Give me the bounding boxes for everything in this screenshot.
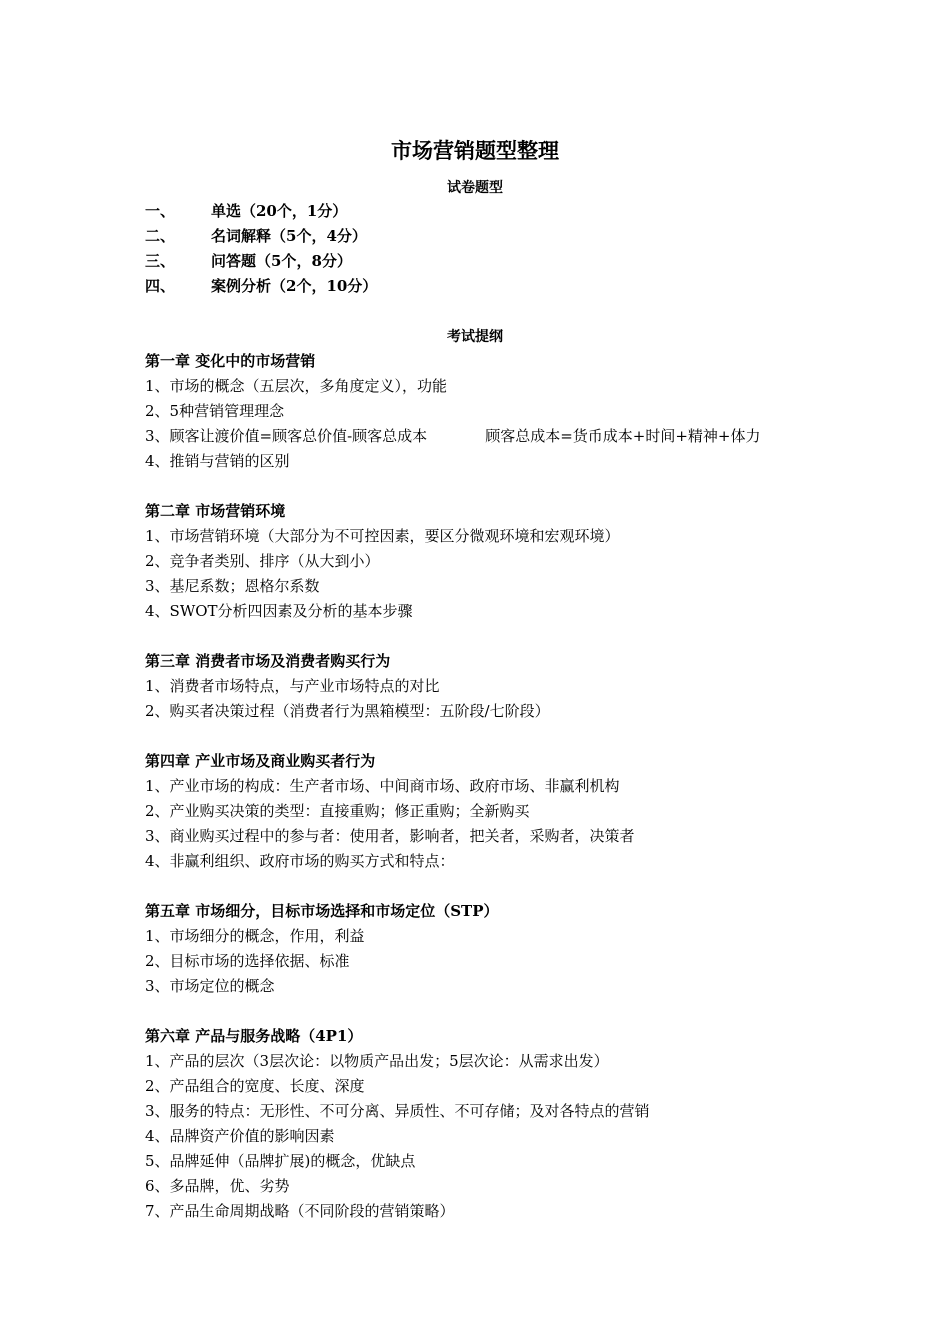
list-item: 1、产品的层次（3层次论：以物质产品出发；5层次论：从需求出发） bbox=[145, 1052, 609, 1070]
chapter-title: 第四章 产业市场及商业购买者行为 bbox=[145, 752, 376, 770]
exam-type-number: 二、 bbox=[145, 227, 176, 245]
exam-type-text: 名词解释（5个，4分） bbox=[211, 227, 367, 245]
chapter-3 bbox=[145, 649, 925, 724]
list-item: 1、市场细分的概念，作用，利益 bbox=[145, 927, 365, 945]
chapter-4 bbox=[145, 749, 925, 874]
list-item: 6、多品牌，优、劣势 bbox=[145, 1177, 290, 1195]
list-item: 4、SWOT分析四因素及分析的基本步骤 bbox=[145, 602, 413, 620]
exam-outline bbox=[145, 349, 925, 1249]
exam-type-number: 一、 bbox=[145, 202, 176, 220]
list-item: 5、品牌延伸（品牌扩展)的概念，优缺点 bbox=[145, 1152, 416, 1170]
exam-type-item bbox=[145, 224, 367, 249]
outline-heading: 考试提纲 bbox=[447, 329, 503, 345]
chapter-title: 第三章 消费者市场及消费者购买行为 bbox=[145, 652, 391, 670]
list-item: 2、产业购买决策的类型：直接重购；修正重购；全新购买 bbox=[145, 802, 530, 820]
exam-type-item bbox=[145, 199, 347, 224]
exam-type-item bbox=[145, 274, 377, 299]
list-item: 3、商业购买过程中的参与者：使用者，影响者，把关者，采购者，决策者 bbox=[145, 827, 635, 845]
list-item bbox=[145, 424, 925, 449]
list-item: 2、目标市场的选择依据、标准 bbox=[145, 952, 350, 970]
chapter-title: 第五章 市场细分，目标市场选择和市场定位（STP） bbox=[145, 902, 499, 920]
list-item-text: 3、顾客让渡价值=顾客总价值-顾客总成本 bbox=[145, 427, 428, 445]
document-title: 市场营销题型整理 bbox=[391, 139, 559, 163]
list-item: 1、消费者市场特点，与产业市场特点的对比 bbox=[145, 677, 440, 695]
chapter-title: 第一章 变化中的市场营销 bbox=[145, 352, 316, 370]
exam-type-number: 四、 bbox=[145, 277, 176, 295]
exam-type-text: 单选（20个，1分） bbox=[211, 202, 348, 220]
chapter-title: 第六章 产品与服务战略（4P1） bbox=[145, 1027, 363, 1045]
list-item: 3、市场定位的概念 bbox=[145, 977, 275, 995]
exam-type-number: 三、 bbox=[145, 252, 176, 270]
list-item: 3、基尼系数；恩格尔系数 bbox=[145, 577, 320, 595]
list-item: 1、产业市场的构成：生产者市场、中间商市场、政府市场、非赢利机构 bbox=[145, 777, 620, 795]
chapter-2 bbox=[145, 499, 925, 624]
list-item: 2、购买者决策过程（消费者行为黑箱模型：五阶段/七阶段） bbox=[145, 702, 550, 720]
list-item: 1、市场营销环境（大部分为不可控因素，要区分微观环境和宏观环境） bbox=[145, 527, 620, 545]
list-item: 1、市场的概念（五层次，多角度定义），功能 bbox=[145, 377, 448, 395]
exam-types-heading: 试卷题型 bbox=[447, 180, 503, 196]
exam-type-text: 问答题（5个，8分） bbox=[211, 252, 352, 270]
list-item: 2、产品组合的宽度、长度、深度 bbox=[145, 1077, 365, 1095]
exam-type-item bbox=[145, 249, 352, 274]
list-item: 4、品牌资产价值的影响因素 bbox=[145, 1127, 335, 1145]
list-item: 2、竞争者类别、排序（从大到小） bbox=[145, 552, 380, 570]
chapter-1 bbox=[145, 349, 925, 474]
chapter-title: 第二章 市场营销环境 bbox=[145, 502, 286, 520]
list-item: 2、5种营销管理理念 bbox=[145, 402, 285, 420]
list-item-note: 顾客总成本=货币成本+时间+精神+体力 bbox=[485, 427, 761, 445]
list-item: 4、推销与营销的区别 bbox=[145, 452, 290, 470]
chapter-6 bbox=[145, 1024, 925, 1224]
list-item: 3、服务的特点：无形性、不可分离、异质性、不可存储；及对各特点的营销 bbox=[145, 1102, 650, 1120]
list-item: 7、产品生命周期战略（不同阶段的营销策略） bbox=[145, 1202, 455, 1220]
list-item: 4、非赢利组织、政府市场的购买方式和特点： bbox=[145, 852, 455, 870]
chapter-5 bbox=[145, 899, 925, 999]
exam-type-text: 案例分析（2个，10分） bbox=[211, 277, 378, 295]
